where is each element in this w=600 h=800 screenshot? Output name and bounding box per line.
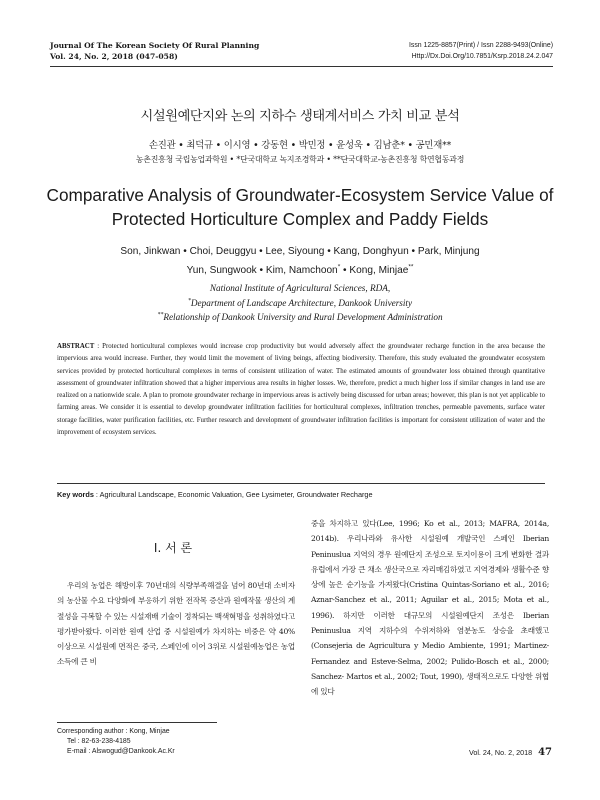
affiliation-text: Department of Landscape Architecture, Dankook University	[190, 297, 413, 308]
english-authors	[30, 242, 570, 280]
english-title	[30, 183, 570, 231]
issn: Issn 1225-8857(Print) / Issn 2288-9493(Online)	[408, 42, 553, 49]
abstract-label: ABSTRACT	[57, 343, 95, 350]
corresponding-author-name: Corresponding author : Kong, Minjae	[57, 728, 170, 735]
english-title-line: Protected Horticulture Complex and Paddy Fields	[111, 209, 489, 229]
body-right-column: 중을 차지하고 있다(Lee, 1996; Ko et al., 2013; MAFRA, 2014a, 2014b). 우리나라와 유사한 시설원예 개발국인 스페인 Iberian Peninuslua 지역의 경우 원예단지 조성으로 토지이용이 크게 변화한 결과 유럽에서 가장 큰 채소 생산국으로 자리매김하였고 지역경제와 생활수준 향상에 높은 순기능을 가져왔다(Cristina Quintas-Soriano et al., 2016; Aznar-Sanchez et al., 2011; Aguilar et al., 2015; Mota et al., 1996). 하지만 이러한 대규모의 시설원예단지 조성은 Iberian Peninuslua 지역 지하수의 수위저하와 염분농도 상승을 초래했고(Consejeria de Agricultura y Medio Ambiente, 1991; Martinez-Fernandez and Esteve-Selma, 2002; Pulido-Bosch et al., 2000; Sanchez- Martos et al., 2002; Tout, 1990), 생태적으로도 다양한 위협에 있다	[311, 519, 549, 697]
affiliation	[30, 296, 570, 311]
keywords-divider	[57, 483, 545, 484]
korean-affiliations: 농촌진흥청 국립농업과학원 • *단국대학교 녹지조경학과 • **단국대학교-농촌진흥청 학연협동과정	[135, 155, 465, 164]
affiliation-mark: *	[337, 263, 341, 271]
abstract	[57, 341, 545, 439]
page-number: 47	[538, 747, 552, 758]
author-names: Yun, Sungwook • Kim, Namchoon	[186, 265, 338, 276]
affiliation: National Institute of Agricultural Sciences, RDA,	[209, 283, 391, 293]
english-affiliations	[30, 281, 570, 325]
affiliation-mark: *	[187, 297, 191, 304]
english-title-line: Comparative Analysis of Groundwater-Ecosystem Service Value of	[46, 185, 554, 205]
english-authors-line	[30, 261, 570, 280]
abstract-text: : Protected horticultural complexes would increase crop productivity but would adversely affect the groundwater recharge function in the area because the impervious area would increase. Further, they would limit the movement of living beings, affecting biodiversity. Therefore, this study evaluated the groundwater ecosystem services provided by protected horticultural complexes in terms of consistent utilization of water. The estimated amounts of groundwater loss obtained through quantitative assessment of groundwater infiltration showed that a higher impervious area results in higher losses. We, therefore, predict a much higher loss if similar changes in land use are realized on a nationwide scale. A plan to promote groundwater recharge in impervious areas is actively being discussed for urban areas; however, this plan is not yet applicable to farming areas. We consider it is essential to develop groundwater infiltration facilities for horticultural complexes, infiltration trenches, permeable pavements, surface water storage facilities, water purification facilities, etc. Further research and development of groundwater infiltration facilities is important for consistent utilization of water and the improvement of ecosystem services.	[57, 343, 545, 436]
affiliation-mark: **	[408, 263, 414, 271]
issn-block	[409, 40, 553, 62]
footer-volume: Vol. 24, No. 2, 2018	[468, 748, 533, 757]
affiliation-mark: **	[157, 312, 164, 319]
korean-authors: 손진관 • 최덕규 • 이시영 • 강동현 • 박민정 • 윤성욱 • 김남춘* • 공민재**	[148, 140, 452, 151]
korean-title: 시설원예단지와 논의 지하수 생태계서비스 가치 비교 분석	[140, 109, 460, 124]
keywords-text: : Agricultural Landscape, Economic Valuation, Gee Lysimeter, Groundwater Recharge	[93, 490, 373, 499]
affiliation-text: Relationship of Dankook University and Rural Development Administration	[163, 312, 443, 323]
corresponding-email[interactable]: E-mail : Alswogud@Dankook.Ac.Kr	[67, 748, 175, 755]
journal-name: Journal Of The Korean Society Of Rural Planning	[50, 41, 260, 50]
english-authors-line: Son, Jinkwan • Choi, Deuggyu • Lee, Siyoung • Kang, Donghyun • Park, Minjung	[120, 246, 480, 257]
body-left-column: 우리의 농업은 해방이후 70년대의 식량부족해결을 넘어 80년대 소비자의 농산물 수요 다양화에 부응하기 위한 전작목 증산과 원예작물 생산의 계절성을 극복할 수 있는 시설재배 기술이 정착되는 백색혁명을 성취하였다고 평가받아왔다. 이러한 원예 산업 중 시설원예가 차지하는 비중은 약 40% 이상으로 시설원예 면적은 중국, 스페인에 이어 3위로 시설원예농업은 농업 소득에 큰 비	[57, 581, 295, 667]
volume-info: Vol. 24, No. 2, 2018 (047-058)	[50, 52, 178, 61]
affiliation	[30, 310, 570, 325]
keywords-label: Key words	[57, 490, 94, 499]
corresponding-author	[57, 727, 175, 757]
journal-header	[50, 40, 259, 62]
footnote-divider	[57, 722, 217, 723]
doi-link[interactable]: Http://Dx.Doi.Org/10.7851/Ksrp.2018.24.2.047	[411, 53, 553, 60]
corresponding-tel: Tel : 82-63-238-4185	[67, 738, 131, 745]
section-heading: Ⅰ. 서 론	[153, 541, 193, 555]
header-divider	[50, 66, 553, 67]
page-footer	[469, 747, 552, 758]
keywords	[57, 490, 373, 499]
author-names: • Kong, Minjae	[340, 265, 409, 276]
